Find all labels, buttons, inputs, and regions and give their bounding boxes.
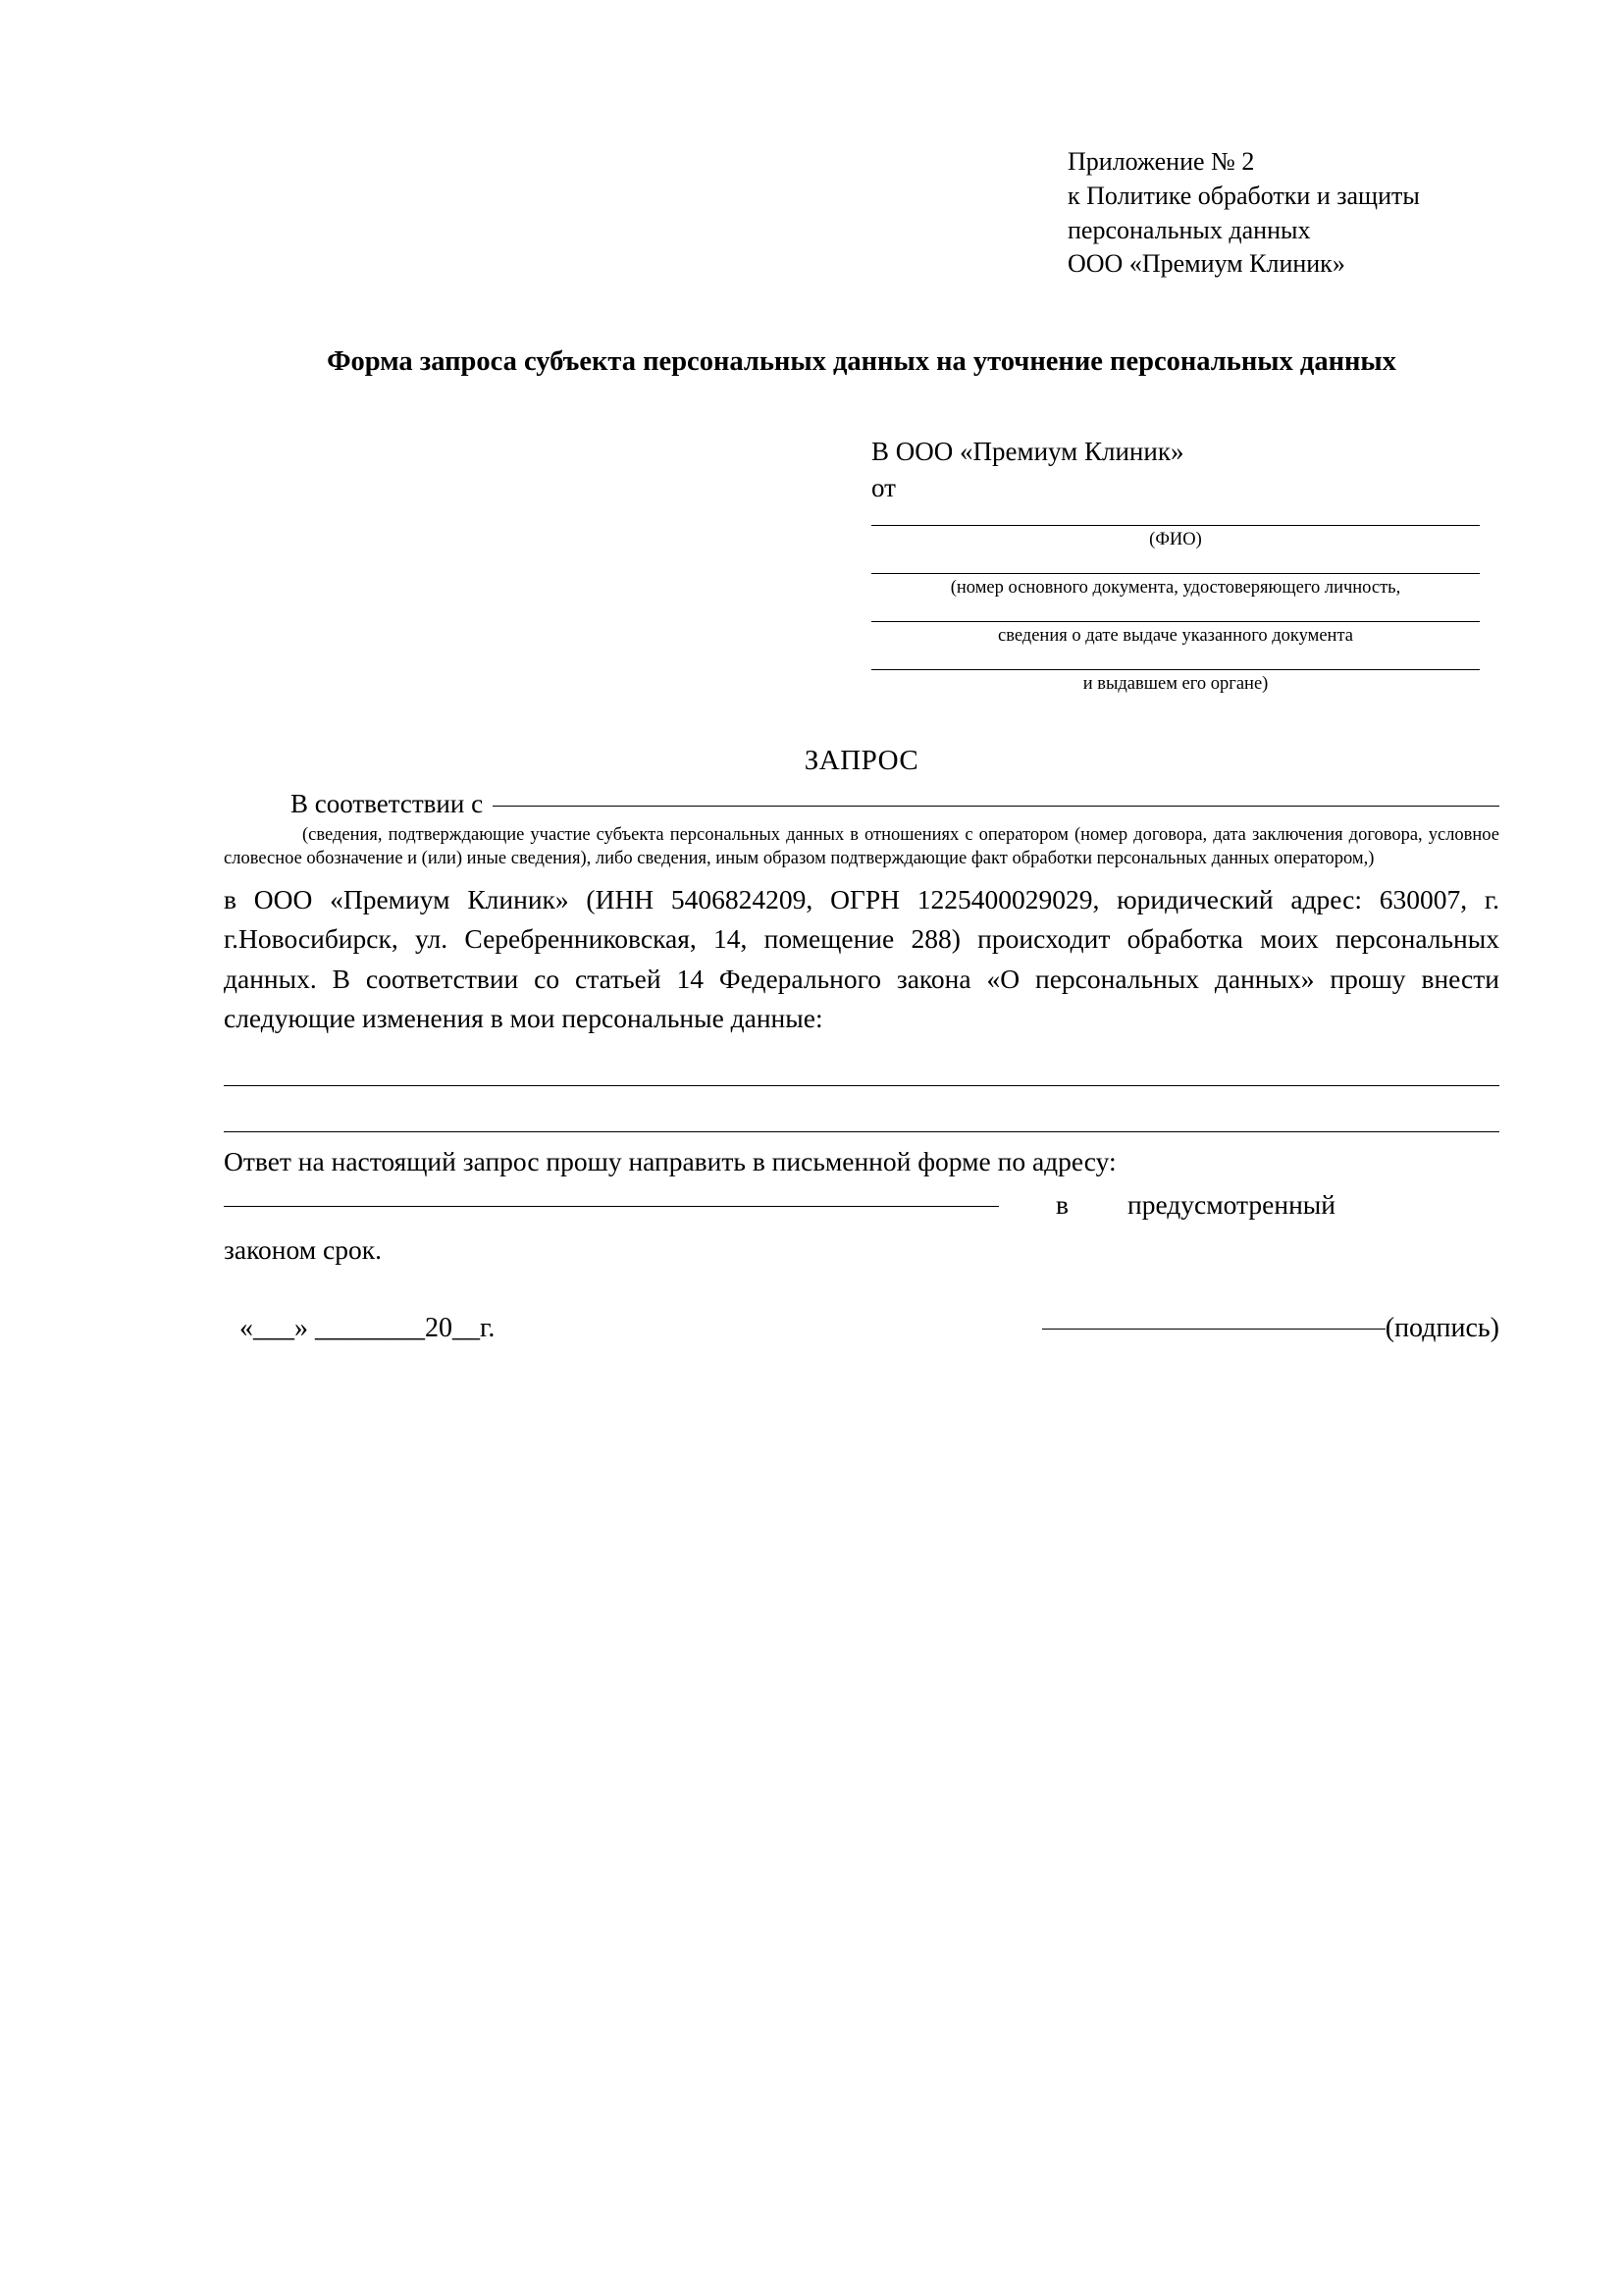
document-date-input-line[interactable] xyxy=(871,621,1480,622)
document-number-input-line[interactable] xyxy=(871,573,1480,574)
answer-word-v: в xyxy=(1056,1188,1069,1220)
addressee-block xyxy=(871,437,1480,697)
appendix-header-line-4: ООО «Премиум Клиник» xyxy=(1068,249,1345,279)
date-input-line[interactable]: «___» ________20__г. xyxy=(239,1313,496,1344)
appendix-header-line-1: Приложение № 2 xyxy=(1068,147,1255,176)
in-accordance-row xyxy=(224,789,1499,819)
in-accordance-note xyxy=(224,823,1499,870)
appendix-header-line-3: персональных данных xyxy=(1068,215,1311,244)
answer-tail: законом срок. xyxy=(224,1233,382,1265)
page-title: Форма запроса субъекта персональных данных на уточнение персональных данных xyxy=(327,346,1396,378)
fio-caption: (ФИО) xyxy=(1149,529,1202,549)
signature-input-line[interactable] xyxy=(1042,1329,1386,1330)
signature-label: (подпись) xyxy=(1385,1313,1499,1344)
changes-input-line-1[interactable] xyxy=(224,1085,1499,1086)
in-accordance-input-line[interactable] xyxy=(493,806,1499,807)
answer-paragraph: Ответ на настоящий запрос прошу направить в письменной форме по адресу: xyxy=(224,1145,1117,1176)
answer-address-row xyxy=(224,1189,1499,1221)
document-date-caption: сведения о дате выдаче указанного документа xyxy=(998,625,1353,646)
document-content xyxy=(224,145,1499,1344)
in-accordance-label: В соответствии с xyxy=(290,789,484,819)
signature-row xyxy=(224,1313,1499,1344)
changes-input-line-2[interactable] xyxy=(224,1131,1499,1132)
appendix-header-line-2: к Политике обработки и защиты xyxy=(1068,181,1420,210)
document-issuer-input-line[interactable] xyxy=(871,669,1480,670)
answer-address-input-line[interactable] xyxy=(224,1206,999,1207)
document-number-caption: (номер основного документа, удостоверяющего личность, xyxy=(950,577,1401,598)
appendix-header xyxy=(1068,145,1499,282)
request-heading: ЗАПРОС xyxy=(804,745,919,777)
addressee-organization: В ООО «Премиум Клиник» xyxy=(871,436,1184,466)
document-issuer-caption: и выдавшем его органе) xyxy=(1082,674,1269,695)
note-text: (сведения, подтверждающие участие субъекта персональных данных в отношениях с оператором (номер договора, дата заключения договора, условное словесное обозначение и (или) иные сведения), либо сведения, иным образом подтверждающие факт обработки персональных данных оператором,) xyxy=(224,825,1499,869)
answer-word-provided: предусмотренный xyxy=(1127,1188,1335,1220)
fio-input-line[interactable] xyxy=(871,525,1480,526)
main-paragraph: в ООО «Премиум Клиник» (ИНН 5406824209, ОГРН 1225400029029, юридический адрес: 630007, г. г.Новосибирск, ул. Серебренниковская, 14, помещение 288) происходит обработка моих персональных данных. В соответствии со статьей 14 Федерального закона «О персональных данных» прошу внести следующие изменения в мои персональные данные: xyxy=(224,884,1499,1033)
addressee-from-label: от xyxy=(871,472,896,502)
